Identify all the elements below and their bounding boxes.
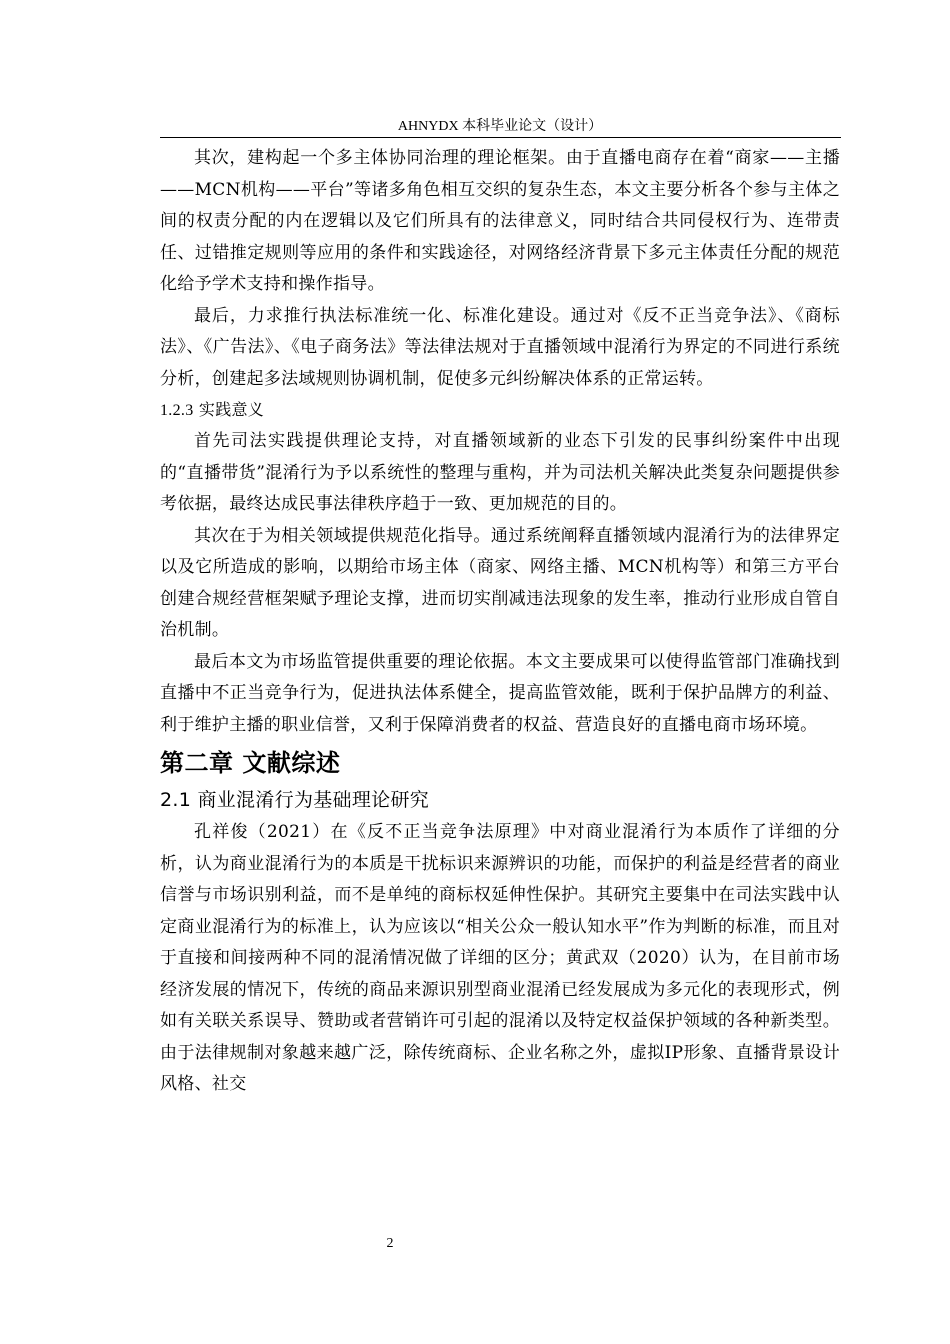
section-title: 实践意义	[198, 400, 265, 419]
paragraph-judicial-practice: 首先司法实践提供理论支持，对直播领域新的业态下引发的民事纠纷案件中出现的“直播带货”混淆行为予以系统性的整理与重构，并为司法机关解决此类复杂问题提供参考依据，最终达成民事法律秩序趋于一致、更加规范的目的。	[160, 431, 840, 514]
chapter-heading: 第二章 文献综述	[160, 749, 341, 777]
page-number: 2	[386, 1236, 394, 1251]
page-body	[160, 143, 840, 1101]
header-rule	[160, 137, 841, 138]
paragraph-governance-framework: 其次，建构起一个多主体协同治理的理论框架。由于直播电商存在着“商家——主播——MCN机构——平台”等诸多角色相互交织的复杂生态，本文主要分析各个参与主体之间的权责分配的内在逻辑以及它们所具有的法律意义，同时结合共同侵权行为、连带责任、过错推定规则等应用的条件和实践途径，对网络经济背景下多元主体责任分配的规范化给予学术支持和操作指导。	[160, 148, 840, 294]
section-number: 1.2.3	[160, 402, 194, 419]
section-heading-1-2-3	[160, 395, 840, 426]
paragraph-enforcement-standards: 最后，力求推行执法标准统一化、标准化建设。通过对《反不正当竞争法》、《商标法》、《广告法》、《电子商务法》等法律法规对于直播领域中混淆行为界定的不同进行系统分析，创建起多法域规则协调机制，促使多元纠纷解决体系的正常运转。	[160, 305, 840, 389]
running-header: AHNYDX 本科毕业论文（设计）	[397, 119, 603, 134]
paragraph-industry-guidance: 其次在于为相关领域提供规范化指导。通过系统阐释直播领域内混淆行为的法律界定以及它所造成的影响，以期给市场主体（商家、网络主播、MCN机构等）和第三方平台创建合规经营框架赋予理论支撑，进而切实削减违法现象的发生率，推动行业形成自管自治机制。	[160, 525, 840, 640]
paragraph-market-regulation: 最后本文为市场监管提供重要的理论依据。本文主要成果可以使得监管部门准确找到直播中不正当竞争行为，促进执法体系健全，提高监管效能，既利于保护品牌方的利益、利于维护主播的职业信誉，又利于保障消费者的权益、营造良好的直播电商市场环境。	[160, 651, 840, 735]
section-heading-2-1: 2.1 商业混淆行为基础理论研究	[160, 789, 430, 811]
paragraph-literature-review: 孔祥俊（2021）在《反不正当竞争法原理》中对商业混淆行为本质作了详细的分析，认为商业混淆行为的本质是干扰标识来源辨识的功能，而保护的利益是经营者的商业信誉与市场识别利益，而不是单纯的商标权延伸性保护。其研究主要集中在司法实践中认定商业混淆行为的标准上，认为应该以“相关公众一般认知水平”作为判断的标准，而且对于直接和间接两种不同的混淆情况做了详细的区分；黄武双（2020）认为，在目前市场经济发展的情况下，传统的商品来源识别型商业混淆已经发展成为多元化的表现形式，例如有关联关系误导、赞助或者营销许可引起的混淆以及特定权益保护领域的各种新类型。由于法律规制对象越来越广泛，除传统商标、企业名称之外，虚拟IP形象、直播背景设计风格、社交	[160, 822, 840, 1094]
